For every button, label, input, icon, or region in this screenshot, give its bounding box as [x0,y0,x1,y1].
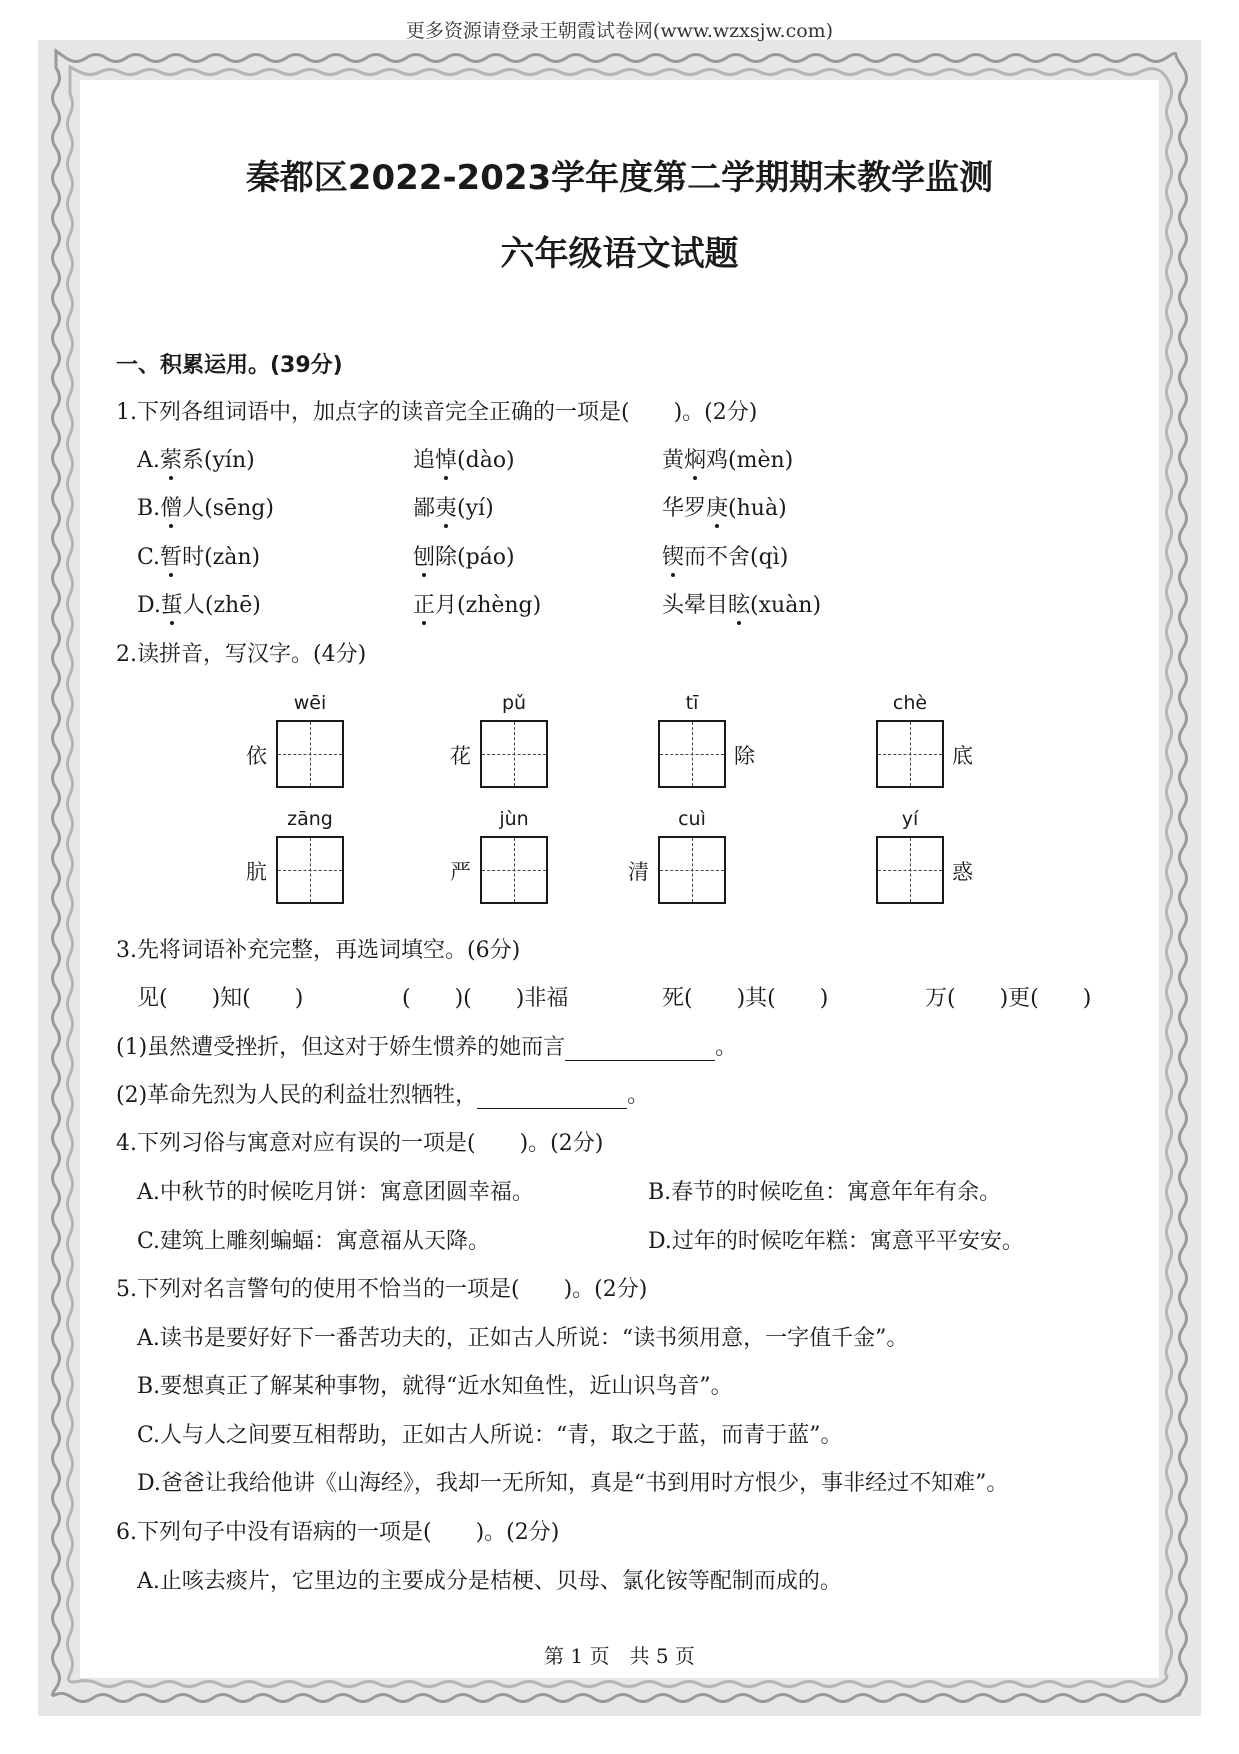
given-char: 肮 [246,860,267,884]
given-char: 严 [450,860,471,884]
q4-stem: 4.下列习俗与寓意对应有误的一项是( )。(2分) [116,1131,604,1156]
q1-option-word: 追悼(dào) [413,443,515,474]
q1-option-word: 锲而不舍(qì) [662,540,788,571]
q6-option-a: A.止咳去痰片，它里边的主要成分是桔梗、贝母、氯化铵等配制而成的。 [137,1569,842,1594]
q1-option-word: C.暂时(zàn) [137,540,260,571]
q1-stem: 1.下列各组词语中，加点字的读音完全正确的一项是( )。(2分) [116,400,758,425]
writing-box[interactable] [480,836,548,904]
q1-option-word: 华罗庚(huà) [662,491,787,522]
dotted-char: 蜇 [161,588,183,619]
q3-sentence-1: (1)虽然遭受挫折，但这对于娇生惯养的她而言 。 [116,1035,738,1060]
dotted-char: 焖 [684,443,706,474]
pinyin-label: zāng [287,808,333,830]
q2-stem: 2.读拼音，写汉字。(4分) [116,642,367,667]
q5-option-a: A.读书是要好好下一番苦功夫的，正如古人所说：“读书须用意，一字值千金”。 [137,1326,909,1351]
writing-box[interactable] [658,720,726,788]
q3-word-4: 万( )更( ) [925,986,1092,1011]
q1-option-word: 正月(zhèng) [413,588,541,619]
exam-title: 秦都区2022-2023学年度第二学期期末教学监测 [245,158,994,198]
writing-box[interactable] [480,720,548,788]
header-note: 更多资源请登录王朝霞试卷网(www.wzxsjw.com) [405,20,834,42]
q1-option-word: D.蜇人(zhē) [137,588,261,619]
dotted-char: 庚 [706,491,728,522]
writing-box[interactable] [276,836,344,904]
pinyin-label: yí [901,808,919,830]
q1-option-word: 头晕目眩(xuàn) [662,588,821,619]
dotted-char: 正 [413,588,435,619]
pinyin-label: wēi [293,692,327,714]
q3-word-2: ( )( )非福 [402,986,569,1011]
pinyin-label: jùn [499,808,529,830]
answer-blank[interactable] [565,1040,715,1061]
q1-option-word: A.萦系(yín) [137,443,255,474]
given-char: 清 [628,860,649,884]
given-char: 花 [450,744,471,768]
given-char: 底 [952,744,973,768]
q1-option-word: 黄焖鸡(mèn) [662,443,793,474]
dotted-char: 眩 [728,588,750,619]
pinyin-label: cuì [678,808,706,830]
pinyin-label: chè [892,692,928,714]
q4-option-d: D.过年的时候吃年糕：寓意平平安安。 [648,1229,1024,1254]
dotted-char: 萦 [160,443,182,474]
writing-box[interactable] [876,720,944,788]
dotted-char: 刨 [413,540,435,571]
given-char: 惑 [952,860,973,884]
pinyin-label: pǔ [501,692,527,714]
q3-sentence-2: (2)革命先烈为人民的利益壮烈牺牲， 。 [116,1083,650,1108]
q5-stem: 5.下列对名言警句的使用不恰当的一项是( )。(2分) [116,1277,648,1302]
dotted-char: 夷 [435,491,457,522]
dotted-char: 暂 [160,540,182,571]
writing-box[interactable] [276,720,344,788]
exam-subtitle: 六年级语文试题 [500,234,739,274]
q3-word-1: 见( )知( ) [137,986,304,1011]
dotted-char: 悼 [435,443,457,474]
page-footer: 第 1 页 共 5 页 [544,1644,695,1668]
q6-stem: 6.下列句子中没有语病的一项是( )。(2分) [116,1520,560,1545]
q3-stem: 3.先将词语补充完整，再选词填空。(6分) [116,938,521,963]
q4-option-a: A.中秋节的时候吃月饼：寓意团圆幸福。 [137,1180,534,1205]
given-char: 依 [246,744,267,768]
given-char: 除 [734,744,755,768]
q1-option-word: 鄙夷(yí) [413,491,494,522]
q4-option-b: B.春节的时候吃鱼：寓意年年有余。 [648,1180,1002,1205]
q1-option-word: B.僧人(sēng) [137,491,274,522]
writing-box[interactable] [658,836,726,904]
section-heading: 一、积累运用。(39分) [116,353,343,378]
dotted-char: 僧 [160,491,182,522]
writing-box[interactable] [876,836,944,904]
q5-option-d: D.爸爸让我给他讲《山海经》，我却一无所知，真是“书到用时方恨少，事非经过不知难”。 [137,1471,1009,1496]
q5-option-c: C.人与人之间要互相帮助，正如古人所说：“青，取之于蓝，而青于蓝”。 [137,1423,843,1448]
dotted-char: 锲 [662,540,684,571]
q1-option-word: 刨除(páo) [413,540,515,571]
q3-word-3: 死( )其( ) [662,986,829,1011]
pinyin-label: tī [685,692,699,714]
answer-blank[interactable] [477,1088,627,1109]
q5-option-b: B.要想真正了解某种事物，就得“近水知鱼性，近山识鸟音”。 [137,1374,733,1399]
q4-option-c: C.建筑上雕刻蝙蝠：寓意福从天降。 [137,1229,491,1254]
